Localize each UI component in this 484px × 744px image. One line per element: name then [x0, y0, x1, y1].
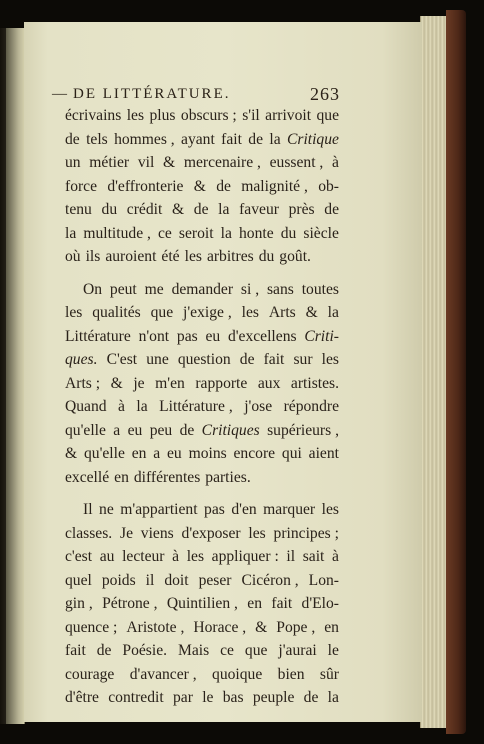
- word: d'exposer: [181, 524, 241, 542]
- word: Il: [83, 501, 93, 518]
- word: si ,: [240, 280, 260, 298]
- word: de: [193, 201, 209, 218]
- text-line: [65, 128, 339, 152]
- word: &: [305, 304, 318, 321]
- word: supérieurs ,: [267, 421, 339, 439]
- word: Pétrone ,: [102, 595, 158, 612]
- word: &: [163, 154, 176, 171]
- text-line: [65, 545, 339, 569]
- text-line: [65, 569, 339, 593]
- word: de: [303, 689, 319, 706]
- word: eu: [127, 421, 143, 439]
- word: la: [327, 689, 339, 706]
- word: au: [99, 548, 115, 565]
- word: vil: [137, 154, 155, 171]
- page-number: 263: [310, 84, 340, 104]
- previous-page-edge: [6, 28, 25, 724]
- word: pas: [204, 501, 225, 518]
- word: Quand: [65, 398, 107, 415]
- word: de: [239, 351, 255, 368]
- word: il: [286, 548, 296, 565]
- word: ce: [220, 642, 234, 659]
- word: de: [179, 421, 195, 439]
- word: &: [110, 374, 123, 392]
- word: d'avancer ,: [129, 665, 197, 683]
- text-line: [65, 348, 339, 372]
- word: par: [172, 689, 193, 706]
- word: crédit: [126, 201, 163, 218]
- word: doit: [164, 571, 189, 589]
- word: hommes ,: [114, 130, 175, 148]
- word: qui: [281, 445, 302, 462]
- word: a: [153, 445, 161, 462]
- word: me: [144, 280, 164, 298]
- word: un: [65, 154, 81, 171]
- word: la: [327, 304, 339, 321]
- word: à: [118, 398, 125, 415]
- word: eussent ,: [269, 154, 324, 171]
- word: moins: [188, 445, 227, 462]
- word: m'appartient: [120, 501, 198, 518]
- word: ce: [158, 224, 172, 242]
- text-line: [65, 498, 339, 522]
- word: aux: [257, 374, 281, 392]
- text-line: [65, 325, 339, 349]
- word: de: [96, 642, 112, 659]
- word: les: [126, 107, 145, 124]
- word: peser: [198, 571, 232, 589]
- word: goût.: [279, 248, 311, 265]
- word: d'excellens: [227, 327, 297, 345]
- word: principes ;: [273, 524, 339, 542]
- italic-word: ques.: [65, 351, 98, 368]
- word: du: [101, 201, 118, 218]
- word: marquer: [263, 501, 316, 518]
- word: demander: [171, 280, 234, 298]
- word: en: [324, 618, 339, 636]
- word: fait: [263, 351, 285, 368]
- page-stack-edges: [420, 16, 447, 728]
- word: plus: [149, 107, 176, 124]
- word: seroit: [178, 224, 214, 242]
- word: de: [324, 201, 339, 218]
- word: à: [332, 548, 339, 565]
- word: quel: [65, 571, 92, 589]
- word: Je: [120, 524, 133, 542]
- word: en: [247, 595, 263, 612]
- word: je: [133, 374, 145, 392]
- word: C'est: [106, 351, 138, 368]
- word: fait: [65, 642, 86, 659]
- word: lecteur: [122, 548, 165, 565]
- word: toutes: [301, 280, 339, 298]
- word: honte: [239, 224, 274, 242]
- word: j'aurai: [278, 642, 317, 659]
- word: fait: [271, 595, 293, 612]
- text-line: [65, 372, 339, 396]
- italic-word: Critique: [286, 130, 339, 148]
- word: d'Elo-: [301, 595, 339, 612]
- word: excellé: [65, 468, 110, 486]
- word: écrivains: [65, 107, 122, 124]
- word: ob-: [318, 177, 339, 195]
- text-line: [65, 592, 339, 616]
- word: en: [131, 445, 147, 462]
- body-text: [65, 104, 339, 710]
- word: les: [321, 501, 339, 518]
- word: été: [161, 248, 180, 265]
- word: la: [220, 224, 232, 242]
- word: la: [269, 130, 281, 148]
- word: &: [171, 201, 185, 218]
- text-line: [65, 419, 339, 443]
- text-line: [65, 395, 339, 419]
- word: les: [184, 248, 202, 265]
- word: Cicéron ,: [241, 571, 299, 589]
- word: multitude ,: [83, 224, 151, 242]
- word: les: [321, 351, 339, 368]
- word: Littérature ,: [159, 398, 233, 415]
- word: gin ,: [65, 595, 93, 612]
- word: le: [202, 689, 214, 706]
- word: qualités: [92, 304, 141, 321]
- text-line: [65, 104, 339, 128]
- text-line: [65, 466, 339, 490]
- word: d'être: [65, 689, 99, 706]
- text-line: [65, 151, 339, 175]
- word: a: [113, 421, 121, 439]
- word: répondre: [283, 398, 339, 415]
- word: bas: [222, 689, 244, 706]
- running-head-title: DE LITTÉRATURE.: [73, 86, 231, 102]
- word: qu'elle: [83, 445, 125, 462]
- word: Lon-: [308, 571, 339, 589]
- word: la: [65, 224, 77, 242]
- word: les: [186, 548, 205, 565]
- word: sait: [302, 548, 325, 565]
- word: &: [65, 445, 78, 462]
- word: que: [150, 304, 174, 321]
- word: peuple: [252, 689, 295, 706]
- word: Horace ,: [193, 618, 247, 636]
- paragraph-gap: [65, 489, 339, 498]
- word: Poésie.: [122, 642, 168, 659]
- word: malignité ,: [241, 177, 308, 195]
- word: à: [172, 548, 180, 565]
- word: quoique: [212, 665, 263, 683]
- word: force: [65, 177, 98, 195]
- word: métier: [89, 154, 130, 171]
- word: c'est: [65, 548, 93, 565]
- word: viens: [140, 524, 174, 542]
- text-line: [65, 442, 339, 466]
- word: s'il: [242, 107, 260, 124]
- paragraph-gap: [65, 269, 339, 278]
- text-line: [65, 522, 339, 546]
- word: artistes.: [290, 374, 339, 392]
- word: ne: [99, 501, 114, 518]
- word: la: [218, 201, 230, 218]
- italic-word: Critiques: [201, 421, 260, 439]
- word: sûr: [319, 665, 339, 683]
- word: contredit: [108, 689, 164, 706]
- text-line: [65, 175, 339, 199]
- word: obscurs ;: [180, 107, 237, 124]
- word: poids: [101, 571, 136, 589]
- word: Quintilien ,: [166, 595, 238, 612]
- word: de: [216, 177, 231, 195]
- word: du: [280, 224, 297, 242]
- word: que: [316, 107, 339, 124]
- word: bien: [277, 665, 305, 683]
- word: d'effronterie: [107, 177, 184, 195]
- word: à: [332, 154, 339, 171]
- word: sans: [266, 280, 294, 298]
- text-line: [65, 198, 339, 222]
- word: courage: [65, 665, 115, 683]
- text-line: [65, 616, 339, 640]
- word: où: [65, 248, 81, 265]
- word: faveur: [239, 201, 279, 218]
- word: auroient: [105, 248, 157, 265]
- word: classes.: [65, 524, 113, 542]
- text-line: [65, 639, 339, 663]
- word: m'en: [155, 374, 185, 392]
- word: du: [258, 248, 275, 265]
- word: qu'elle: [65, 421, 106, 439]
- word: que: [244, 642, 268, 659]
- word: siècle: [303, 224, 339, 242]
- text-line: [65, 686, 339, 710]
- word: aient: [308, 445, 339, 462]
- text-line: [65, 301, 339, 325]
- text-line: [65, 663, 339, 687]
- word: d'en: [231, 501, 257, 518]
- word: fait: [221, 130, 242, 148]
- word: en: [114, 468, 129, 486]
- word: Aristote ,: [126, 618, 185, 636]
- word: les: [65, 304, 83, 321]
- word: quence ;: [65, 618, 118, 636]
- book-cover-edge: [446, 10, 466, 734]
- word: arbitres: [206, 248, 254, 265]
- word: de: [65, 130, 80, 148]
- word: Pope ,: [276, 618, 316, 636]
- word: n'ont: [138, 327, 170, 345]
- word: &: [255, 618, 268, 636]
- word: différentes: [133, 468, 201, 486]
- word: question: [177, 351, 231, 368]
- word: Littérature: [65, 327, 131, 345]
- word: il: [145, 571, 155, 589]
- word: peu: [149, 421, 173, 439]
- word: appliquer :: [211, 548, 279, 565]
- word: Arts ;: [65, 374, 101, 392]
- word: peut: [109, 280, 137, 298]
- running-head: [52, 86, 352, 103]
- word: les: [248, 524, 266, 542]
- word: On: [83, 280, 103, 298]
- word: eu: [205, 327, 221, 345]
- word: j'exige ,: [183, 304, 232, 321]
- word: ayant: [181, 130, 215, 148]
- word: sur: [293, 351, 313, 368]
- word: tenu: [65, 201, 92, 218]
- word: le: [327, 642, 339, 659]
- word: rapporte: [195, 374, 248, 392]
- word: la: [136, 398, 148, 415]
- word: de: [248, 130, 264, 148]
- word: près: [288, 201, 315, 218]
- word: une: [146, 351, 169, 368]
- word: les: [241, 304, 259, 321]
- word: eu: [167, 445, 182, 462]
- word: parties.: [205, 468, 251, 486]
- word: &: [193, 177, 206, 195]
- word: j'ose: [244, 398, 273, 415]
- word: mercenaire ,: [183, 154, 261, 171]
- italic-word: Criti-: [304, 327, 339, 345]
- text-line: [65, 245, 339, 269]
- text-line: [65, 222, 339, 246]
- running-head-dash: —: [52, 86, 67, 102]
- word: encore: [233, 445, 276, 462]
- word: ils: [85, 248, 101, 265]
- word: Mais: [177, 642, 210, 659]
- word: arrivoit: [265, 107, 312, 124]
- word: Arts: [268, 304, 296, 321]
- text-line: [65, 278, 339, 302]
- word: tels: [86, 130, 108, 148]
- word: pas: [176, 327, 198, 345]
